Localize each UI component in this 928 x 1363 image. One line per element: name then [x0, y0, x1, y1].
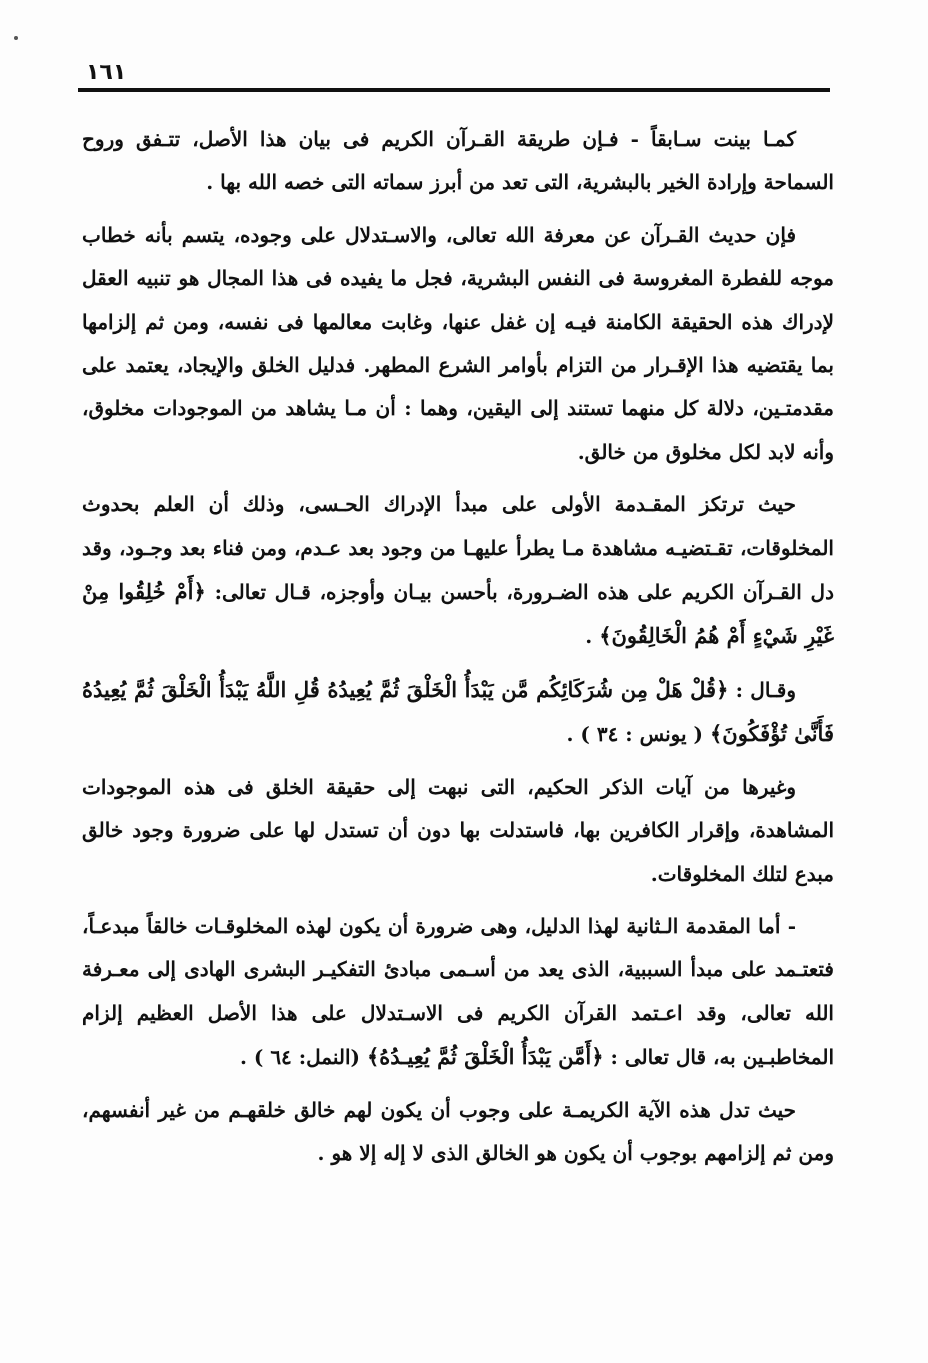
paragraph-4-lead: وقـال : — [735, 677, 796, 702]
paragraph-5 — [82, 766, 834, 896]
paragraph-6-text: - أما المقدمة الـثانية لهذا الدليل، وهى ضرورة أن يكون لهذه المخلوقـات خالقاً مبدعـاً، فتعتـمد على مبدأ السببية، الذى يعد من أسـمى مبادئ التفكيـر البشرى الهادى إلى معـرفة الله تعالى، وقد اعـتمد القرآن الكريم فى الاسـتدلال على هذا الأصل العظيم إلزام المخاطبـين به، قال تعالى : — [82, 913, 834, 1070]
page-number: ١٦١ — [86, 60, 127, 85]
paragraph-6-citation: (النمل: ٦٤ ) . — [239, 1045, 367, 1070]
paragraph-1 — [82, 118, 834, 205]
paragraph-3-text: حيث ترتكز المقـدمة الأولى على مبدأ الإدراك الحـسى، وذلك أن العلم بحدوث المخلوقات، تقـتضيـه مشاهدة مـا يطرأ عليهـا من وجود بعد عـدم، ومن فناء بعد وجـود، وقد دل القـرآن الكريم على هذه الضـرورة، بأحسن بيـان وأوجزه، قـال تعالى: — [82, 492, 834, 605]
quran-verse-tur: ﴿أَمْ خُلِقُوا مِنْ غَيْرِ شَيْءٍ أَمْ هُمُ الْخَالِقُونَ﴾ — [82, 579, 834, 649]
paragraph-2 — [82, 214, 834, 474]
paragraph-3-tail: . — [585, 624, 600, 649]
paragraph-5-text: وغيرها من آيات الذكر الحكيم، التى نبهت إلى حقيقة الخلق فى هذه الموجودات المشاهدة، وإقرار الكافرين بها، فاستدلت بها دون أن تستدل لها على ضرورة وجود خالق مبدع لتلك المخلوقات. — [82, 774, 834, 886]
scan-speck — [14, 36, 18, 40]
paragraph-7 — [82, 1089, 834, 1176]
paragraph-3 — [82, 483, 834, 659]
paragraph-7-text: حيث تدل هذه الآية الكريمـة على وجوب أن يكون لهم خالق خلقهـم من غير أنفسهم، ومن ثم إلزامهم بوجوب أن يكون هو الخالق الذى لا إله إلا هو . — [82, 1097, 834, 1165]
quran-verse-naml: ﴿أَمَّن يَبْدَأُ الْخَلْقَ ثُمَّ يُعِيـدُهُ﴾ — [366, 1044, 604, 1070]
quran-verse-yunus: ﴿قُلْ هَلْ مِن شُرَكَائِكُم مَّن يَبْدَأُ الْخَلْقَ ثُمَّ يُعِيدُهُ قُلِ اللَّهُ يَبْدَأُ الْخَلْقَ ثُمَّ يُعِيدُهُ فَأَنَّىٰ تُؤْفَكُونَ﴾ — [82, 676, 834, 747]
paragraph-2-text: فإن حديث القـرآن عن معرفة الله تعالى، والاسـتدلال على وجوده، يتسم بأنه خطاب موجه للفطرة المغروسة فى النفس البشرية، فجل ما يفيده فى هذا المجال هو تنبيه العقل لإدراك هذه الحقيقة الكامنة فيـه إن غفل عنها، وغابت معالمها فى نفسه، ومن ثم إلزامها بما يقتضيه هذا الإقـرار من التزام بأوامر الشرع المطهر. فدليل الخلق والإيجاد، يعتمد على مقدمتـين، دلالة كل منهما تستند إلى اليقين، وهما : أن مـا يشاهد من الموجودات مخلوق، وأنه لابد لكل مخلوق من خالق. — [82, 222, 834, 464]
header-rule — [78, 88, 830, 92]
paragraph-6 — [82, 905, 834, 1080]
paragraph-1-text: كمـا بينت سـابقاً - فـإن طريقة القـرآن الكريم فى بيان هذا الأصل، تتـفق وروح السماحة وإرادة الخير بالبشرية، التى تعد من أبرز سماته التى خصه الله بها . — [82, 127, 834, 195]
paragraph-4 — [82, 668, 834, 757]
page-body — [82, 118, 834, 1184]
paragraph-4-citation: ( يونس : ٣٤ ) . — [566, 722, 710, 747]
